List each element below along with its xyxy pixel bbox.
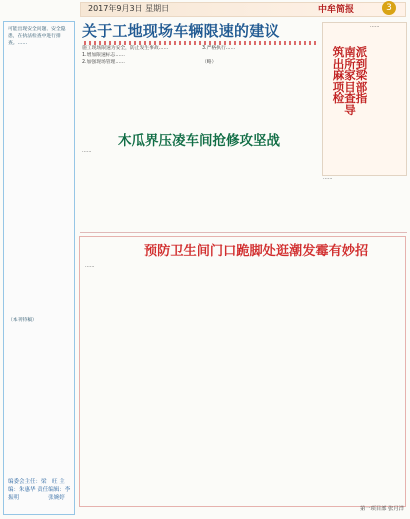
headline-health: 预防卫生间门口跪脚处逛潮发霉有妙招 [144,244,369,259]
sidebar-text: 可能出现安全问题、安全隐患，在执法检查中进行排查。…… （本刊特稿） [8,27,66,323]
feature-text: …… [370,24,380,29]
decorative-dots [84,41,317,45]
vertical-title: 筑南派出所到麻家梁项目部检查指导 [332,45,368,117]
section-divider [80,232,407,233]
paper-logo: 中牟简报 [318,5,355,15]
page-number: 3 [382,1,396,15]
article-health: …… [85,264,95,269]
issue-date: 2017年9月3日 星期日 [88,4,170,13]
article-repair: …… [82,149,92,154]
headline-repair: 木瓜界压凌车间抢修攻坚战 [118,133,280,149]
author-credit: 第一项目部 张月洋 [359,506,404,512]
article-speed-limit: 施工现场限速为安全，防止发生事故…… 1.增加限速标志…… 2.加强现场管理…… 3.严格执行…… （略） [82,46,236,65]
sidebar-column [3,21,75,515]
headline-speed-limit: 关于工地现场车辆限速的建议 [82,22,280,40]
feature-text-continued: …… [323,176,333,181]
editor-box: 编委会主任：梁 旺 主 编：朱惠华 责任编辑：李振明 张婉婷 [8,479,71,501]
